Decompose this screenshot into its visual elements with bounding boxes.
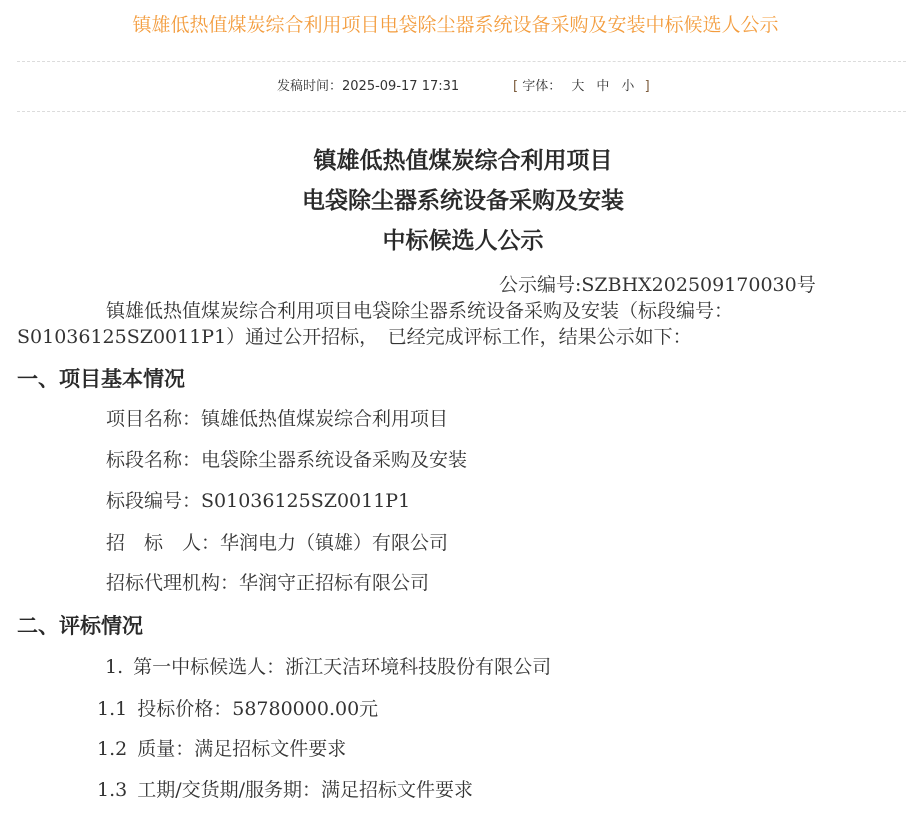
document-title-line-1: 镇雄低热值煤炭综合利用项目 <box>313 147 613 174</box>
detail-bid-price <box>97 695 378 723</box>
info-label: 标段名称： <box>106 449 202 471</box>
open-bracket: [ <box>513 79 519 94</box>
close-bracket: ] <box>644 79 650 94</box>
detail-quality <box>97 735 346 763</box>
publish-time: 2025-09-17 17:31 <box>342 79 460 94</box>
candidate-value: 浙江天洁环境科技股份有限公司 <box>285 656 552 678</box>
candidate-label: 第一中标候选人： <box>133 656 286 678</box>
info-label: 标段编号： <box>106 490 202 512</box>
intro-paragraph-line-2: S01036125SZ0011P1）通过公开招标， 已经完成评标工作，结果公示如下： <box>17 326 692 348</box>
section-heading-evaluation: 二、评标情况 <box>17 613 143 638</box>
publish-info <box>277 76 459 98</box>
meta-row <box>0 76 911 98</box>
info-value: 镇雄低热值煤炭综合利用项目 <box>201 408 449 430</box>
detail-schedule <box>97 776 473 804</box>
font-size-label: 字体： <box>522 79 562 94</box>
candidate-number: 1. <box>105 656 124 678</box>
info-value: 华润守正招标有限公司 <box>239 572 430 594</box>
font-size-small-link[interactable]: 小 <box>621 79 635 94</box>
font-size-medium-link[interactable]: 中 <box>596 79 610 94</box>
intro-paragraph-line-1: 镇雄低热值煤炭综合利用项目电袋除尘器系统设备采购及安装（标段编号： <box>106 300 734 322</box>
info-value: 华润电力（镇雄）有限公司 <box>220 532 449 554</box>
section-heading-project-info: 一、项目基本情况 <box>17 366 185 391</box>
notice-number: 公示编号:SZBHX202509170030号 <box>499 274 816 296</box>
info-item-lot-name <box>106 446 467 474</box>
detail-value: 58780000.00元 <box>232 698 379 720</box>
page-title: 镇雄低热值煤炭综合利用项目电袋除尘器系统设备采购及安装中标候选人公示 <box>132 14 779 36</box>
first-candidate <box>105 653 551 681</box>
detail-number: 1.2 <box>97 738 128 760</box>
info-item-tenderer <box>106 529 448 557</box>
info-value: S01036125SZ0011P1 <box>201 490 411 512</box>
divider-top <box>17 61 906 62</box>
info-label: 招 标 人： <box>106 532 221 554</box>
info-item-project-name <box>106 405 448 433</box>
font-size-large-link[interactable]: 大 <box>571 79 585 94</box>
font-size-switcher <box>513 76 650 98</box>
document-title-line-2: 电袋除尘器系统设备采购及安装 <box>302 187 624 214</box>
detail-value: 满足招标文件要求 <box>321 779 474 801</box>
detail-label: 质量： <box>137 738 195 760</box>
detail-number: 1.3 <box>97 779 128 801</box>
info-label: 招标代理机构： <box>106 572 240 594</box>
detail-number: 1.1 <box>97 698 128 720</box>
info-label: 项目名称： <box>106 408 202 430</box>
info-item-lot-number <box>106 487 410 515</box>
info-item-agency <box>106 569 429 597</box>
publish-label: 发稿时间： <box>277 79 343 94</box>
detail-value: 满足招标文件要求 <box>194 738 347 760</box>
detail-label: 投标价格： <box>137 698 233 720</box>
divider-bottom <box>17 111 906 112</box>
detail-label: 工期/交货期/服务期： <box>137 779 322 801</box>
info-value: 电袋除尘器系统设备采购及安装 <box>201 449 468 471</box>
document-title-line-3: 中标候选人公示 <box>382 227 544 254</box>
